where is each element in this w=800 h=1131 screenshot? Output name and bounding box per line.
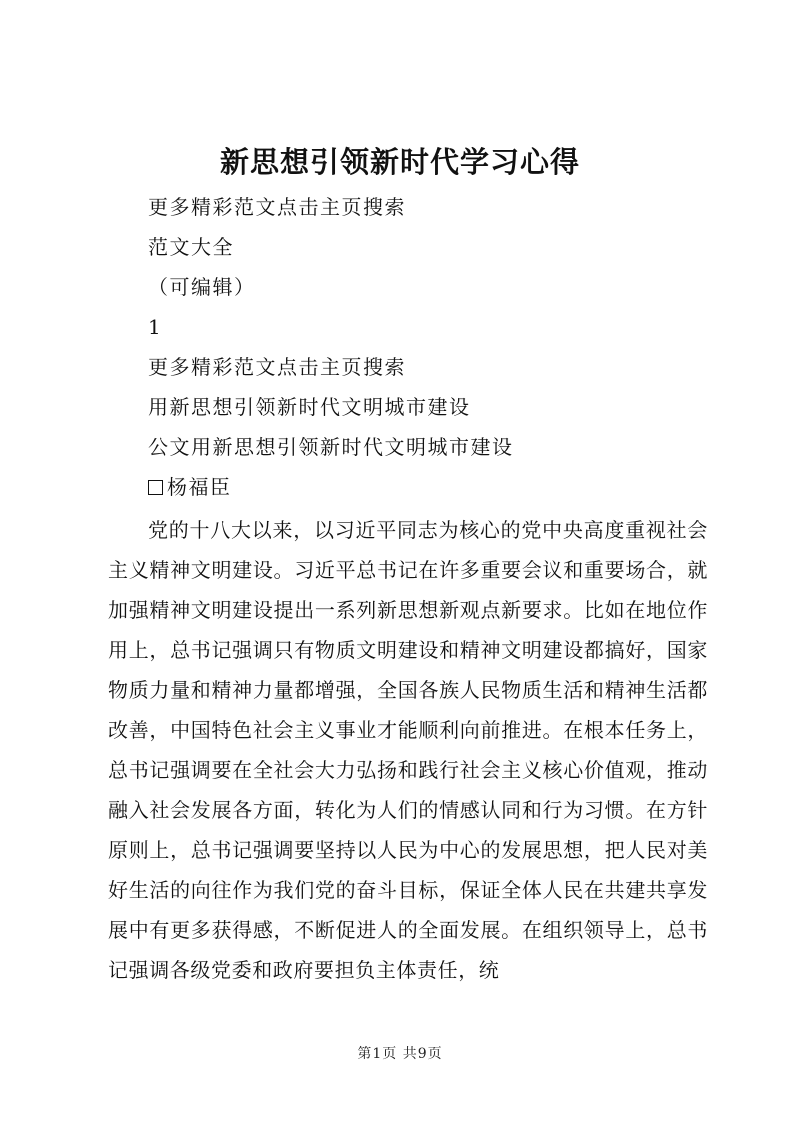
- document-title: 新思想引领新时代学习心得: [219, 145, 580, 179]
- meta-line-more-link-2: 更多精彩范文点击主页搜索: [148, 355, 406, 379]
- author-line: [148, 467, 748, 507]
- square-icon: [148, 480, 163, 495]
- body-paragraph: 党的十八大以来，以习近平同志为核心的党中央高度重视社会主义精神文明建设。习近平总书记在许多重要会议和重要场合，就加强精神文明建设提出一系列新思想新观点新要求。比如在地位作用上，总书记强调只有物质文明建设和精神文明建设都搞好，国家物质力量和精神力量都增强，全国各族人民物质生活和精神生活都改善，中国特色社会主义事业才能顺利向前推进。在根本任务上，总书记强调要在全社会大力弘扬和践行社会主义核心价值观，推动融入社会发展各方面，转化为人们的情感认同和行为习惯。在方针原则上，总书记强调要坚持以人民为中心的发展思想，把人民对美好生活的向往作为我们党的奋斗目标，保证全体人民在共建共享发展中有更多获得感，不断促进人的全面发展。在组织领导上，总书记强调各级党委和政府要担负主体责任，统: [108, 518, 708, 982]
- author-name: 杨福臣: [167, 475, 232, 499]
- meta-line-subtitle-2: 公文用新思想引领新时代文明城市建设: [148, 435, 514, 459]
- page-footer: 第1页 共9页: [357, 1046, 443, 1062]
- meta-line-number: 1: [148, 315, 163, 339]
- meta-line-more-link: 更多精彩范文点击主页搜索: [148, 195, 406, 219]
- meta-line-collection: 范文大全: [148, 235, 234, 259]
- meta-line-editable: （可编辑）: [148, 275, 256, 299]
- meta-line-subtitle: 用新思想引领新时代文明城市建设: [148, 395, 471, 419]
- meta-lines: [148, 187, 748, 507]
